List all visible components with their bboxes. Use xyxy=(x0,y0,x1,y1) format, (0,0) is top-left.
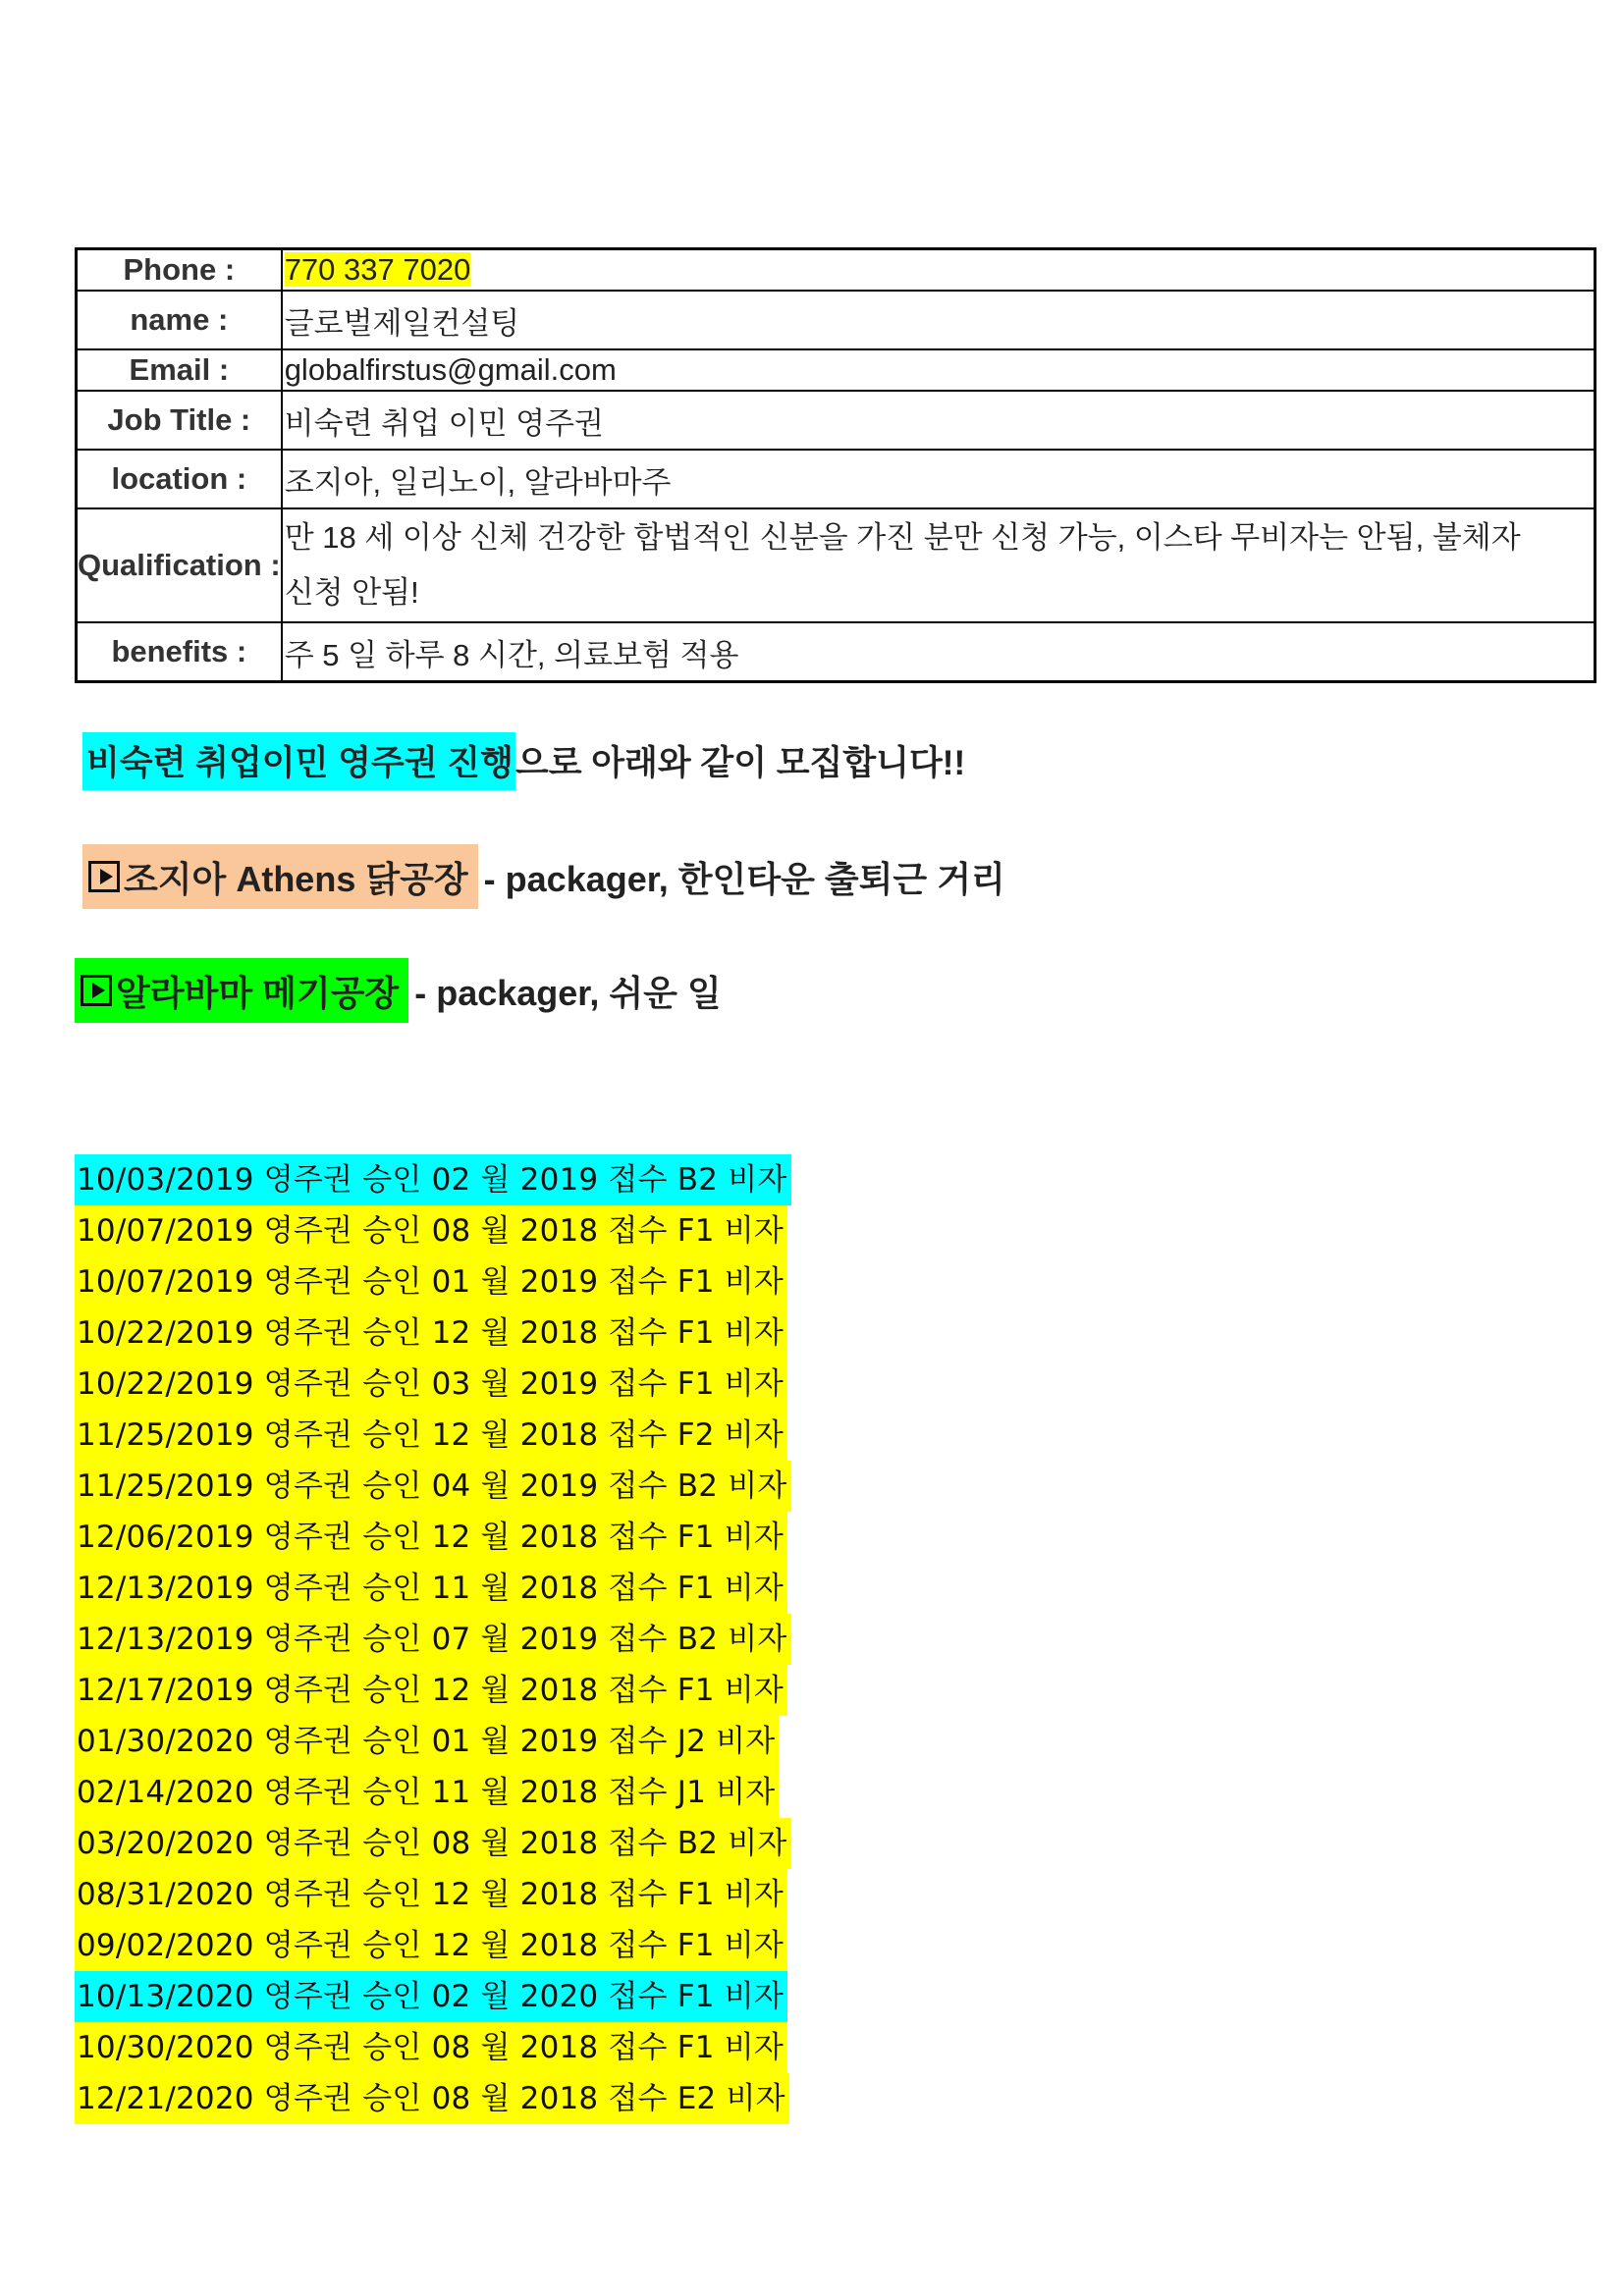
email-row xyxy=(77,349,1596,391)
record-item: 10/07/2019 영주권 승인 08 월 2018 접수 F1 비자 xyxy=(75,1205,787,1256)
record-item: 12/13/2019 영주권 승인 11 월 2018 접수 F1 비자 xyxy=(75,1563,787,1614)
recruitment-heading xyxy=(82,736,965,785)
record-item: 11/25/2019 영주권 승인 04 월 2019 접수 B2 비자 xyxy=(75,1461,791,1512)
record-item: 10/13/2020 영주권 승인 02 월 2020 접수 F1 비자 xyxy=(75,1971,787,2022)
location-row xyxy=(77,450,1596,508)
record-item: 09/02/2020 영주권 승인 12 월 2018 접수 F1 비자 xyxy=(75,1920,787,1971)
phone-value: 770 337 7020 xyxy=(284,252,471,287)
heading-highlight: 비숙련 취업이민 영주권 진행 xyxy=(82,732,515,790)
factory-item-georgia xyxy=(82,844,1005,909)
factory-tag-alabama[interactable] xyxy=(75,958,408,1023)
phone-value-cell xyxy=(282,249,1596,292)
factory-desc: - packager, 쉬운 일 xyxy=(414,972,722,1013)
name-row xyxy=(77,291,1596,349)
heading-rest: 으로 아래와 같이 모집합니다!! xyxy=(514,744,966,782)
record-item: 10/30/2020 영주권 승인 08 월 2018 접수 F1 비자 xyxy=(75,2022,787,2073)
qualification-row xyxy=(77,508,1596,622)
qualification-line-1: 만 18 세 이상 신체 건강한 합법적인 신분을 가진 분만 신청 가능, 이스타 무비자는 안됨, 불체자 xyxy=(284,520,1521,555)
record-item: 10/07/2019 영주권 승인 01 월 2019 접수 F1 비자 xyxy=(75,1256,787,1308)
record-item: 01/30/2020 영주권 승인 01 월 2019 접수 J2 비자 xyxy=(75,1716,779,1767)
benefits-value: 주 5 일 하루 8 시간, 의료보험 적용 xyxy=(282,622,1596,682)
play-icon xyxy=(88,861,120,892)
record-item: 12/21/2020 영주권 승인 08 월 2018 접수 E2 비자 xyxy=(75,2073,789,2124)
record-item: 11/25/2019 영주권 승인 12 월 2018 접수 F2 비자 xyxy=(75,1410,787,1461)
email-value: globalfirstus@gmail.com xyxy=(282,349,1596,391)
factory-name: 알라바마 메기공장 xyxy=(116,972,400,1013)
email-label: Email : xyxy=(77,349,282,391)
factory-desc: - packager, 한인타운 출퇴근 거리 xyxy=(483,858,1005,899)
factory-tag-georgia[interactable] xyxy=(82,844,478,909)
name-value: 글로벌제일컨설팅 xyxy=(282,291,1596,349)
benefits-label: benefits : xyxy=(77,622,282,682)
qualification-value xyxy=(282,508,1596,622)
record-item: 10/03/2019 영주권 승인 02 월 2019 접수 B2 비자 xyxy=(75,1154,791,1205)
record-item: 10/22/2019 영주권 승인 12 월 2018 접수 F1 비자 xyxy=(75,1308,787,1359)
job-title-value: 비숙련 취업 이민 영주권 xyxy=(282,391,1596,450)
location-label: location : xyxy=(77,450,282,508)
phone-label: Phone : xyxy=(77,249,282,292)
name-label: name : xyxy=(77,291,282,349)
play-icon xyxy=(81,975,112,1006)
record-item: 02/14/2020 영주권 승인 11 월 2018 접수 J1 비자 xyxy=(75,1767,779,1818)
record-item: 03/20/2020 영주권 승인 08 월 2018 접수 B2 비자 xyxy=(75,1818,791,1869)
record-item: 10/22/2019 영주권 승인 03 월 2019 접수 F1 비자 xyxy=(75,1359,787,1410)
record-item: 08/31/2020 영주권 승인 12 월 2018 접수 F1 비자 xyxy=(75,1869,787,1920)
record-item: 12/17/2019 영주권 승인 12 월 2018 접수 F1 비자 xyxy=(75,1665,787,1716)
record-item: 12/06/2019 영주권 승인 12 월 2018 접수 F1 비자 xyxy=(75,1512,787,1563)
qualification-label: Qualification : xyxy=(77,508,282,622)
location-value: 조지아, 일리노이, 알라바마주 xyxy=(282,450,1596,508)
phone-row xyxy=(77,249,1596,292)
contact-info-table xyxy=(75,247,1596,683)
job-title-label: Job Title : xyxy=(77,391,282,450)
record-item: 12/13/2019 영주권 승인 07 월 2019 접수 B2 비자 xyxy=(75,1614,791,1665)
factory-name: 조지아 Athens 닭공장 xyxy=(124,858,468,899)
benefits-row xyxy=(77,622,1596,682)
factory-item-alabama xyxy=(75,958,722,1023)
approval-records-list xyxy=(75,1154,791,2124)
qualification-line-2: 신청 안됨! xyxy=(284,575,419,610)
job-title-row xyxy=(77,391,1596,450)
